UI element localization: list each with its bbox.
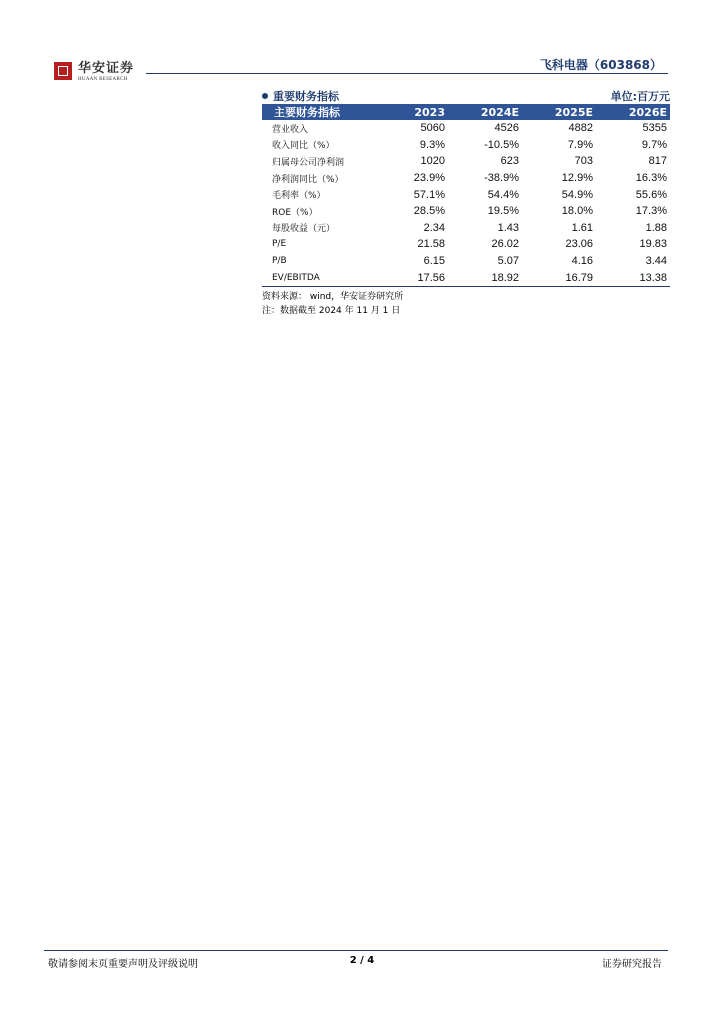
column-header: 主要财务指标: [262, 104, 374, 120]
table-cell: 16.79: [522, 269, 596, 286]
table-cell: 55.6%: [635, 188, 667, 201]
table-cell: 6.15: [423, 255, 445, 268]
table-cell: 1020: [420, 155, 445, 168]
table-cell: 5.07: [497, 255, 519, 268]
table-cell: 7.9%: [567, 138, 593, 151]
row-label: P/E: [272, 239, 287, 250]
table-cell: 3.44: [645, 255, 667, 268]
table-cell: 23.9%: [413, 172, 445, 185]
table-cell: 16.3%: [635, 172, 667, 185]
table-cell: 28.5%: [413, 205, 445, 218]
table-cell: 5060: [420, 122, 445, 135]
row-label: EV/EBITDA: [262, 269, 374, 286]
column-header: 2026E: [596, 104, 670, 120]
table-cell: 23.06: [565, 238, 593, 251]
table-cell: 18.0%: [561, 205, 593, 218]
table-cell: 5355: [642, 122, 667, 135]
logo-name: 华安证券: [78, 61, 135, 76]
disclaimer-notice: 敬请参阅末页重要声明及评级说明: [48, 959, 198, 970]
logo-seal-icon: [54, 62, 72, 80]
table-cell: 54.4%: [487, 188, 519, 201]
financial-indicators-section: [262, 88, 670, 318]
table-cell: 4526: [494, 122, 519, 135]
table-cell: -10.5%: [484, 138, 519, 151]
column-header: 2024E: [448, 104, 522, 120]
section-title-text: 重要财务指标: [273, 90, 339, 103]
table-row: [262, 220, 670, 237]
table-cell: 12.9%: [561, 172, 593, 185]
financial-table: [262, 104, 670, 287]
date-note: 注：数据截至 2024 年 11 月 1 日: [262, 305, 401, 316]
table-cell: 26.02: [491, 238, 519, 251]
table-cell: 54.9%: [561, 188, 593, 201]
section-title: [262, 88, 339, 104]
table-row: [262, 236, 670, 253]
table-row: [262, 120, 670, 137]
table-row: [262, 153, 670, 170]
company-logo: [54, 62, 134, 82]
row-label: 净利润同比（%）: [272, 174, 344, 185]
table-row: [262, 269, 670, 286]
table-cell: 817: [648, 155, 667, 168]
table-cell: 1.88: [645, 221, 667, 234]
row-label: 营业收入: [272, 124, 309, 135]
table-cell: 703: [574, 155, 593, 168]
table-cell: 19.5%: [487, 205, 519, 218]
table-cell: 57.1%: [413, 188, 445, 201]
row-label: ROE（%）: [272, 207, 318, 218]
table-cell: 18.92: [448, 269, 522, 286]
row-label: 毛利率（%）: [272, 191, 326, 202]
row-label: 收入同比（%）: [272, 141, 335, 152]
table-cell: 1.43: [497, 221, 519, 234]
table-cell: 9.3%: [419, 138, 445, 151]
header-divider: [146, 73, 668, 74]
footer-divider: [44, 950, 668, 951]
bullet-icon: [262, 93, 268, 99]
table-cell: 2.34: [423, 221, 445, 234]
report-type: 证券研究报告: [602, 959, 662, 970]
report-title: 飞科电器（603868）: [539, 58, 662, 72]
table-cell: 4.16: [571, 255, 593, 268]
table-cell: 21.58: [417, 238, 445, 251]
table-row: [262, 186, 670, 203]
row-label: 归属母公司净利润: [272, 157, 345, 168]
column-header: 2025E: [522, 104, 596, 120]
column-header: 2023: [374, 104, 448, 120]
table-cell: -38.9%: [484, 172, 519, 185]
table-row: [262, 137, 670, 154]
table-header-row: [262, 104, 670, 120]
table-row: [262, 253, 670, 270]
unit-label: 单位:百万元: [610, 90, 670, 103]
row-label: P/B: [272, 256, 287, 267]
table-row: [262, 203, 670, 220]
table-cell: 623: [500, 155, 519, 168]
table-row: [262, 170, 670, 187]
table-cell: 9.7%: [641, 138, 667, 151]
table-cell: 4882: [568, 122, 593, 135]
logo-subtitle: HUAAN RESEARCH: [78, 77, 128, 82]
table-cell: 13.38: [596, 269, 670, 286]
source-note: 资料来源： wind，华安证券研究所: [262, 291, 404, 302]
table-cell: 19.83: [639, 238, 667, 251]
table-cell: 17.3%: [635, 205, 667, 218]
row-label: 每股收益（元）: [272, 224, 336, 235]
table-cell: 1.61: [571, 221, 593, 234]
page-number: 2 / 4: [349, 955, 375, 966]
table-cell: 17.56: [374, 269, 448, 286]
